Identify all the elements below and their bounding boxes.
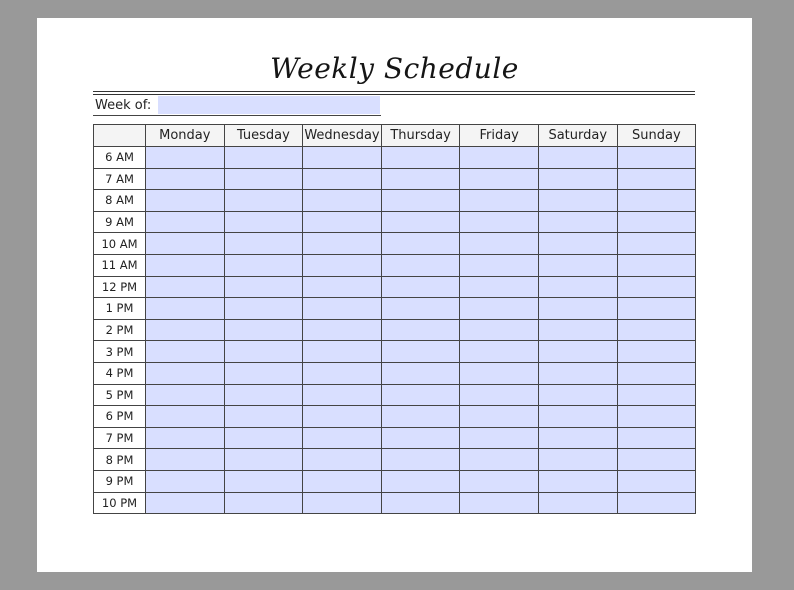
schedule-slot[interactable]: [146, 449, 225, 471]
schedule-slot[interactable]: [538, 254, 617, 276]
schedule-slot[interactable]: [224, 190, 303, 212]
time-row: [94, 406, 696, 428]
week-of-underline: [93, 115, 381, 116]
schedule-slot[interactable]: [381, 190, 460, 212]
week-of-input[interactable]: [158, 96, 380, 114]
time-row: [94, 298, 696, 320]
schedule-slot[interactable]: [303, 233, 382, 255]
schedule-slot[interactable]: [224, 211, 303, 233]
schedule-slot[interactable]: [146, 341, 225, 363]
time-row: [94, 492, 696, 514]
day-header: Sunday: [617, 125, 696, 147]
schedule-slot[interactable]: [146, 319, 225, 341]
schedule-slot[interactable]: [146, 298, 225, 320]
time-label: 1 PM: [94, 298, 146, 320]
schedule-slot[interactable]: [224, 276, 303, 298]
schedule-slot[interactable]: [538, 319, 617, 341]
schedule-slot[interactable]: [303, 362, 382, 384]
time-label: 9 PM: [94, 470, 146, 492]
schedule-slot[interactable]: [303, 470, 382, 492]
schedule-slot[interactable]: [381, 384, 460, 406]
schedule-slot[interactable]: [381, 427, 460, 449]
schedule-slot[interactable]: [224, 384, 303, 406]
schedule-slot[interactable]: [617, 406, 696, 428]
time-row: [94, 341, 696, 363]
schedule-slot[interactable]: [146, 254, 225, 276]
schedule-slot[interactable]: [303, 254, 382, 276]
schedule-slot[interactable]: [224, 147, 303, 169]
schedule-slot[interactable]: [460, 233, 539, 255]
schedule-slot[interactable]: [617, 427, 696, 449]
time-label: 2 PM: [94, 319, 146, 341]
schedule-slot[interactable]: [146, 276, 225, 298]
time-label: 10 PM: [94, 492, 146, 514]
schedule-slot[interactable]: [381, 362, 460, 384]
schedule-slot[interactable]: [617, 190, 696, 212]
time-label: 7 AM: [94, 168, 146, 190]
day-header: Friday: [460, 125, 539, 147]
schedule-slot[interactable]: [460, 492, 539, 514]
time-row: [94, 147, 696, 169]
schedule-slot[interactable]: [460, 341, 539, 363]
schedule-slot[interactable]: [146, 406, 225, 428]
time-label: 11 AM: [94, 254, 146, 276]
schedule-slot[interactable]: [460, 470, 539, 492]
schedule-slot[interactable]: [303, 190, 382, 212]
schedule-slot[interactable]: [224, 298, 303, 320]
schedule-slot[interactable]: [381, 341, 460, 363]
schedule-slot[interactable]: [303, 211, 382, 233]
schedule-slot[interactable]: [224, 470, 303, 492]
schedule-slot[interactable]: [617, 147, 696, 169]
time-row: [94, 362, 696, 384]
time-label: 6 AM: [94, 147, 146, 169]
time-label: 6 PM: [94, 406, 146, 428]
schedule-slot[interactable]: [617, 254, 696, 276]
schedule-slot[interactable]: [617, 362, 696, 384]
schedule-slot[interactable]: [146, 362, 225, 384]
schedule-body: [94, 147, 696, 514]
schedule-slot[interactable]: [538, 406, 617, 428]
schedule-slot[interactable]: [303, 319, 382, 341]
schedule-slot[interactable]: [381, 406, 460, 428]
schedule-slot[interactable]: [303, 276, 382, 298]
schedule-slot[interactable]: [303, 341, 382, 363]
time-label: 12 PM: [94, 276, 146, 298]
schedule-slot[interactable]: [460, 190, 539, 212]
time-label: 10 AM: [94, 233, 146, 255]
schedule-slot[interactable]: [617, 384, 696, 406]
schedule-slot[interactable]: [617, 168, 696, 190]
schedule-slot[interactable]: [303, 406, 382, 428]
time-row: [94, 319, 696, 341]
schedule-slot[interactable]: [146, 427, 225, 449]
title-divider-thin: [93, 94, 695, 95]
title-divider: [93, 91, 695, 92]
schedule-slot[interactable]: [303, 427, 382, 449]
schedule-slot[interactable]: [538, 470, 617, 492]
schedule-slot[interactable]: [303, 449, 382, 471]
schedule-slot[interactable]: [460, 147, 539, 169]
schedule-slot[interactable]: [303, 492, 382, 514]
schedule-slot[interactable]: [381, 168, 460, 190]
time-label: 4 PM: [94, 362, 146, 384]
schedule-slot[interactable]: [381, 298, 460, 320]
schedule-slot[interactable]: [224, 492, 303, 514]
schedule-slot[interactable]: [146, 233, 225, 255]
schedule-slot[interactable]: [538, 492, 617, 514]
schedule-slot[interactable]: [224, 406, 303, 428]
time-row: [94, 254, 696, 276]
time-row: [94, 384, 696, 406]
day-header: Tuesday: [224, 125, 303, 147]
day-header: Monday: [146, 125, 225, 147]
schedule-slot[interactable]: [303, 298, 382, 320]
schedule-slot[interactable]: [460, 449, 539, 471]
schedule-slot[interactable]: [460, 298, 539, 320]
schedule-slot[interactable]: [617, 319, 696, 341]
time-label: 3 PM: [94, 341, 146, 363]
schedule-slot[interactable]: [381, 492, 460, 514]
schedule-slot[interactable]: [303, 147, 382, 169]
day-header: Wednesday: [303, 125, 382, 147]
schedule-slot[interactable]: [617, 276, 696, 298]
time-row: [94, 427, 696, 449]
schedule-slot[interactable]: [146, 211, 225, 233]
time-label: 8 PM: [94, 449, 146, 471]
schedule-slot[interactable]: [538, 233, 617, 255]
corner-cell: [94, 125, 146, 147]
schedule-slot[interactable]: [146, 168, 225, 190]
time-row: [94, 168, 696, 190]
schedule-slot[interactable]: [538, 147, 617, 169]
schedule-page: [37, 18, 752, 572]
time-label: 8 AM: [94, 190, 146, 212]
schedule-slot[interactable]: [381, 449, 460, 471]
schedule-slot[interactable]: [460, 319, 539, 341]
time-row: [94, 470, 696, 492]
schedule-slot[interactable]: [224, 319, 303, 341]
schedule-slot[interactable]: [224, 362, 303, 384]
schedule-slot[interactable]: [224, 427, 303, 449]
schedule-slot[interactable]: [538, 276, 617, 298]
schedule-slot[interactable]: [224, 341, 303, 363]
schedule-slot[interactable]: [617, 449, 696, 471]
schedule-slot[interactable]: [538, 384, 617, 406]
schedule-slot[interactable]: [538, 449, 617, 471]
schedule-slot[interactable]: [460, 254, 539, 276]
schedule-slot[interactable]: [460, 168, 539, 190]
schedule-slot[interactable]: [381, 211, 460, 233]
time-row: [94, 449, 696, 471]
schedule-slot[interactable]: [460, 427, 539, 449]
schedule-slot[interactable]: [538, 211, 617, 233]
day-header: Thursday: [381, 125, 460, 147]
schedule-slot[interactable]: [538, 427, 617, 449]
time-row: [94, 276, 696, 298]
day-header: Saturday: [538, 125, 617, 147]
schedule-slot[interactable]: [146, 492, 225, 514]
schedule-slot[interactable]: [381, 470, 460, 492]
time-label: 9 AM: [94, 211, 146, 233]
schedule-slot[interactable]: [460, 406, 539, 428]
schedule-slot[interactable]: [538, 341, 617, 363]
schedule-slot[interactable]: [617, 492, 696, 514]
schedule-slot[interactable]: [460, 362, 539, 384]
schedule-table: [93, 124, 696, 514]
schedule-slot[interactable]: [617, 341, 696, 363]
schedule-slot[interactable]: [146, 190, 225, 212]
time-label: 5 PM: [94, 384, 146, 406]
schedule-slot[interactable]: [146, 147, 225, 169]
schedule-slot[interactable]: [617, 233, 696, 255]
schedule-slot[interactable]: [303, 384, 382, 406]
schedule-slot[interactable]: [303, 168, 382, 190]
schedule-slot[interactable]: [460, 211, 539, 233]
schedule-slot[interactable]: [460, 276, 539, 298]
week-of-label: Week of:: [95, 98, 152, 113]
schedule-slot[interactable]: [381, 254, 460, 276]
schedule-slot[interactable]: [224, 254, 303, 276]
time-row: [94, 233, 696, 255]
schedule-slot[interactable]: [381, 319, 460, 341]
schedule-slot[interactable]: [538, 190, 617, 212]
schedule-slot[interactable]: [538, 168, 617, 190]
time-label: 7 PM: [94, 427, 146, 449]
schedule-slot[interactable]: [538, 362, 617, 384]
time-row: [94, 211, 696, 233]
schedule-slot[interactable]: [617, 211, 696, 233]
page-title: Weekly Schedule: [270, 52, 519, 85]
time-row: [94, 190, 696, 212]
schedule-slot[interactable]: [381, 147, 460, 169]
schedule-slot[interactable]: [146, 384, 225, 406]
schedule-slot[interactable]: [617, 298, 696, 320]
schedule-slot[interactable]: [146, 470, 225, 492]
header-row: [94, 125, 696, 147]
schedule-slot[interactable]: [381, 233, 460, 255]
schedule-slot[interactable]: [381, 276, 460, 298]
schedule-slot[interactable]: [617, 470, 696, 492]
schedule-slot[interactable]: [224, 233, 303, 255]
schedule-slot[interactable]: [224, 168, 303, 190]
schedule-slot[interactable]: [460, 384, 539, 406]
schedule-slot[interactable]: [538, 298, 617, 320]
schedule-slot[interactable]: [224, 449, 303, 471]
